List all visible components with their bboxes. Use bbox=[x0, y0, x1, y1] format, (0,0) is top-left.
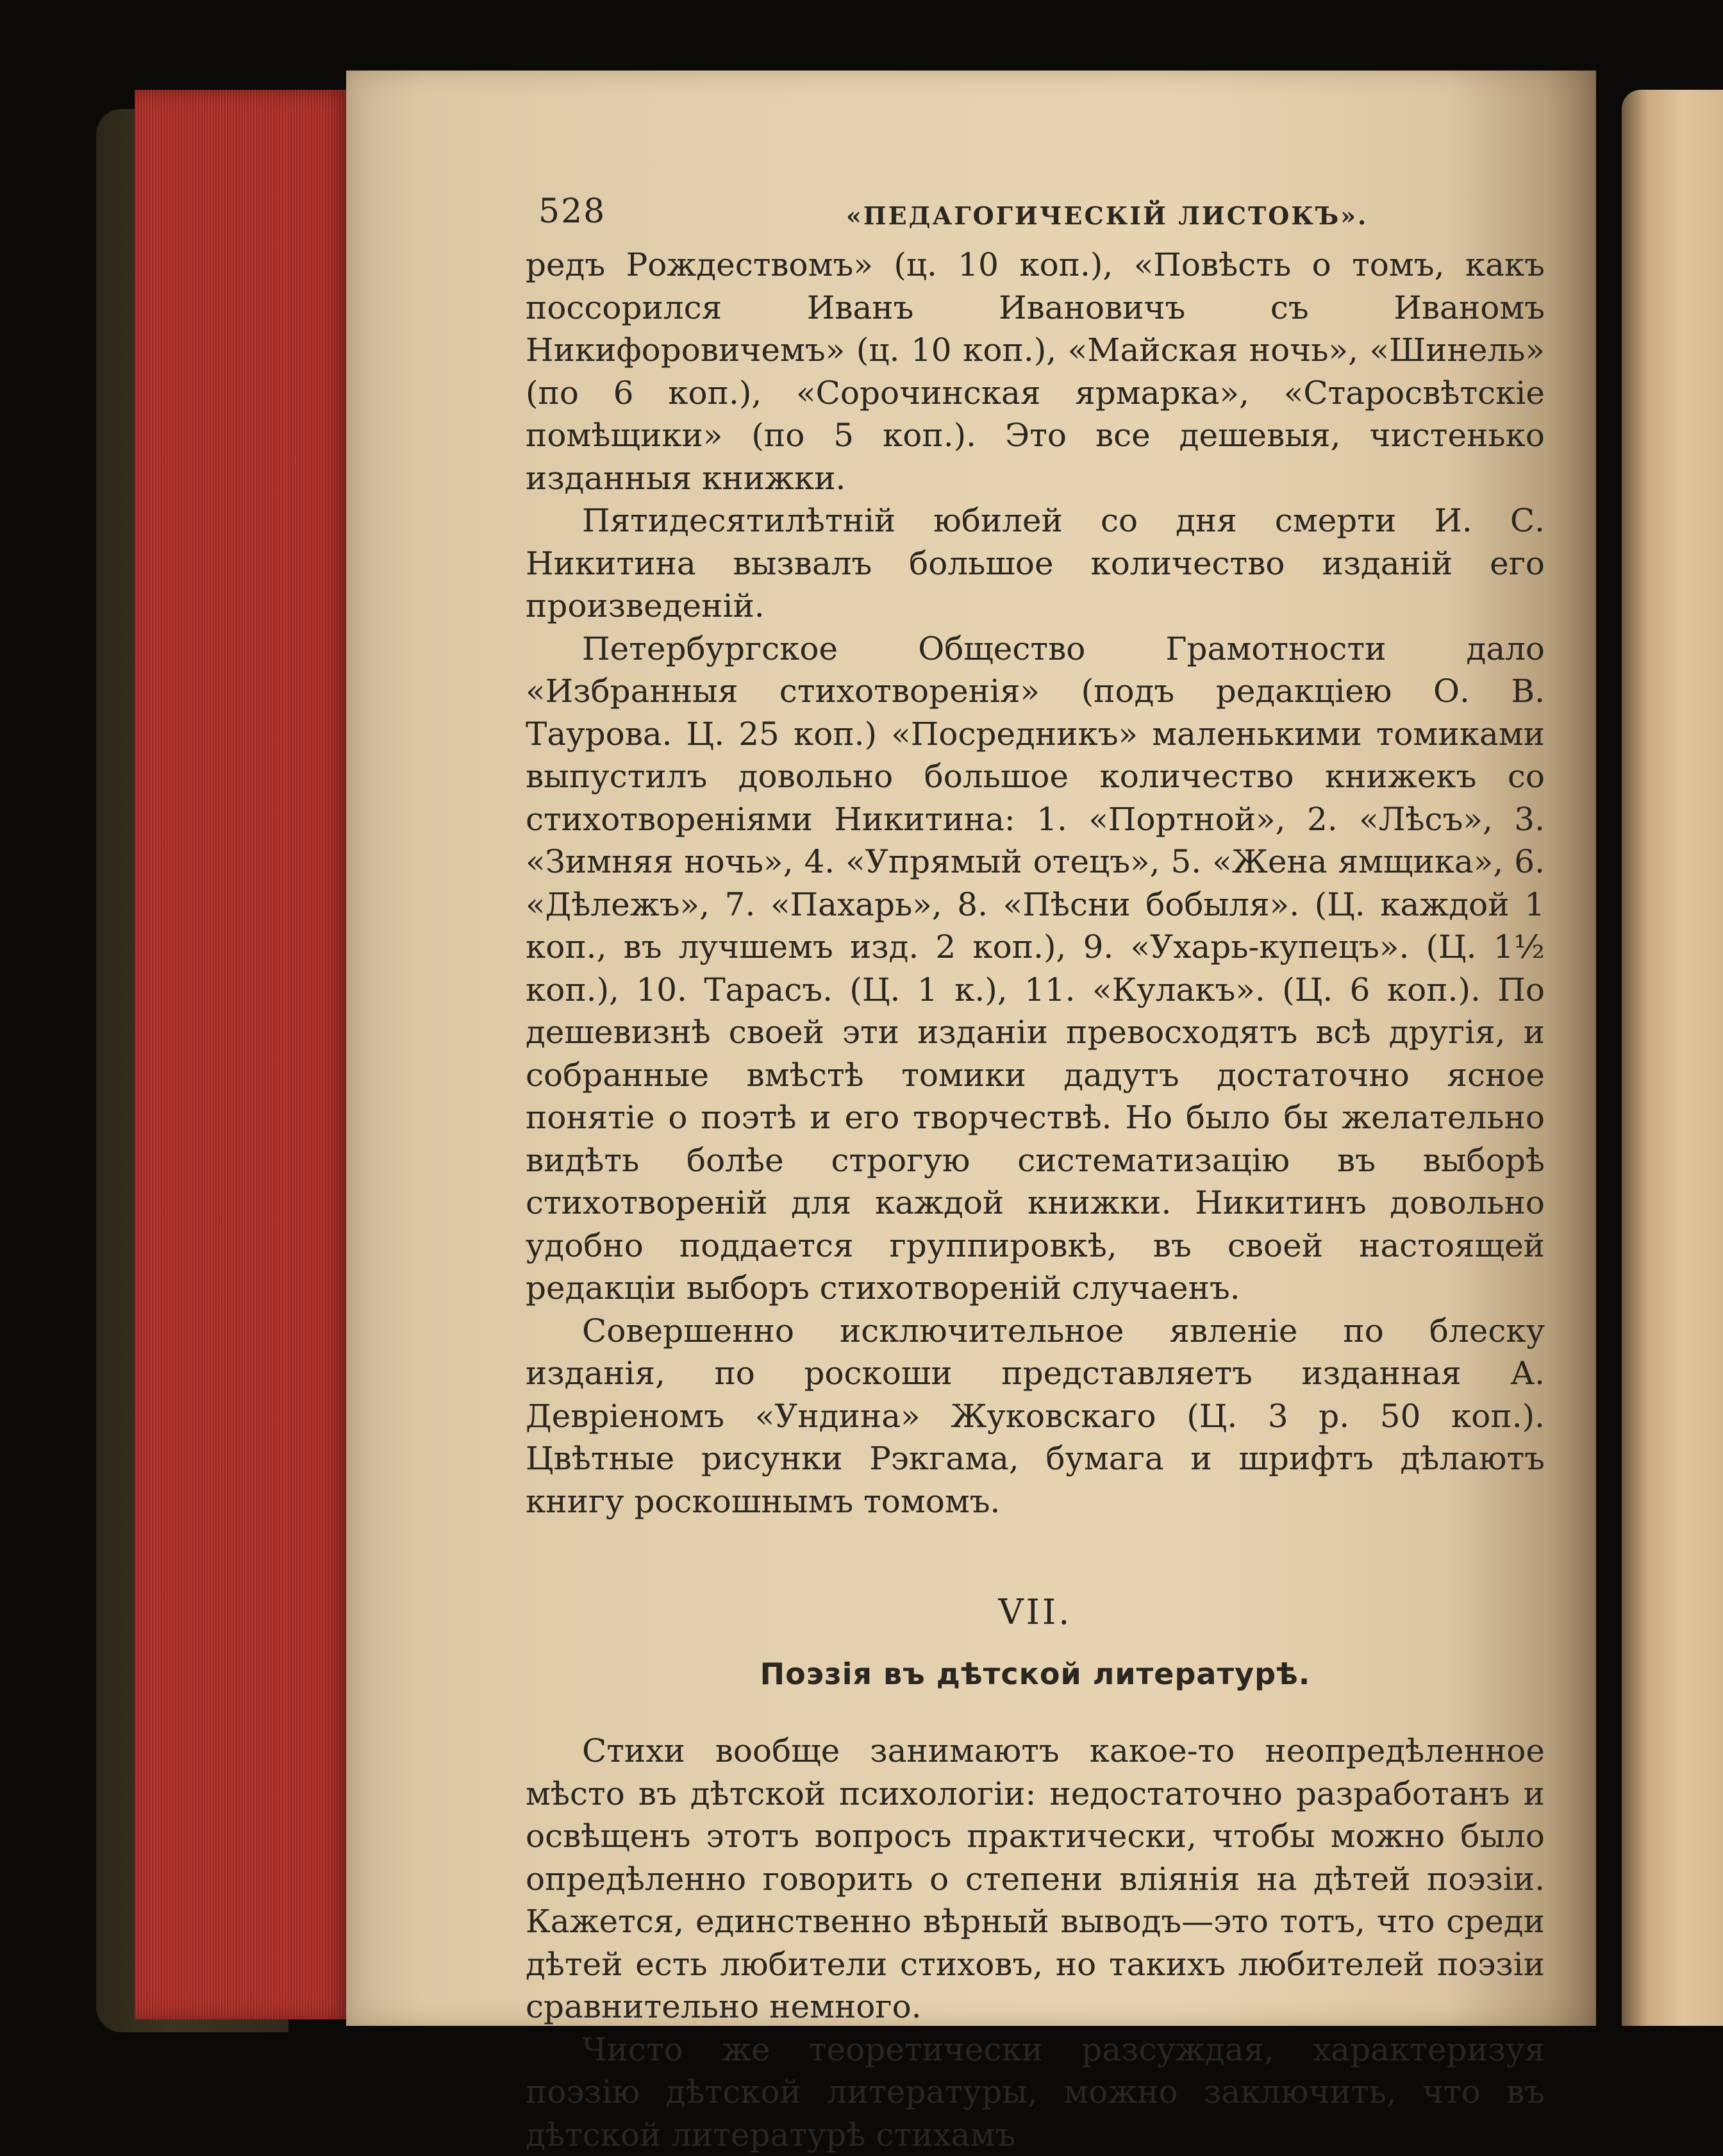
section-title: Поэзія въ дѣтской литературѣ. bbox=[526, 1657, 1545, 1691]
paragraph-nikitin-editions: Петербургское Общество Грамотности дало «Избранныя стихотворенія» (подъ редакціею О. В. Таурова. Ц. 25 коп.) «Посредникъ» маленькими томиками выпустилъ довольно большое количество книжекъ со стихотвореніями Никитина: 1. «Портной», 2. «Лѣсъ», 3. «Зимняя ночь», 4. «Упрямый отецъ», 5. «Жена ямщика», 6. «Дѣлежъ», 7. «Пахарь», 8. «Пѣсни бобыля». (Ц. каждой 1 коп., въ лучшемъ изд. 2 коп.), 9. «Ухарь-купецъ». (Ц. 1½ коп.), 10. Тарасъ. (Ц. 1 к.), 11. «Кулакъ». (Ц. 6 коп.). По дешевизнѣ своей эти изданіи превосходятъ всѣ другія, и собранные вмѣстѣ томики дадутъ достаточно ясное понятіе о поэтѣ и его творчествѣ. Но было бы желательно видѣть болѣе строгую систематизацію въ выборѣ стихотвореній для каждой книжки. Никитинъ довольно удобно поддается группировкѣ, въ своей настоящей редакціи выборъ стихотвореній случаенъ. bbox=[526, 628, 1545, 1310]
paragraph-poetry-theory: Чисто же теоретически разсуждая, характеризуя поэзію дѣтской литературы, можно заключить, что въ дѣтской литературѣ стихамъ bbox=[526, 2028, 1545, 2156]
paragraph-poetry-psychology: Стихи вообще занимаютъ какое-то неопредѣленное мѣсто въ дѣтской психологіи: недостаточно разработанъ и освѣщенъ этотъ вопросъ практически, чтобы можно было опредѣленно говорить о степени вліянія на дѣтей поэзіи. Кажется, единственно вѣрный выводъ—это тотъ, что среди дѣтей есть любители стиховъ, но такихъ любителей поэзіи сравнительно немного. bbox=[526, 1730, 1545, 2028]
facing-page-edge bbox=[1622, 90, 1723, 2026]
paragraph-nikitin-jubilee: Пятидесятилѣтній юбилей со дня смерти И. С. Никитина вызвалъ большое количество изданій его произведеній. bbox=[526, 499, 1545, 628]
section-numeral: VII. bbox=[526, 1592, 1545, 1632]
page-content bbox=[526, 186, 1545, 2156]
paragraph-undina: Совершенно исключительное явленіе по блеску изданія, по роскоши представляетъ изданная А. Девріеномъ «Ундина» Жуковскаго (Ц. 3 р. 50 коп.). Цвѣтные рисунки Рэкгама, бумага и шрифтъ дѣлаютъ книгу роскошнымъ томомъ. bbox=[526, 1310, 1545, 1523]
running-head: «ПЕДАГОГИЧЕСКІЙ ЛИСТОКЪ». bbox=[846, 201, 1368, 230]
page-edges bbox=[135, 90, 353, 2019]
page-number: 528 bbox=[538, 192, 606, 231]
paragraph-continued: редъ Рождествомъ» (ц. 10 коп.), «Повѣсть о томъ, какъ поссорился Иванъ Ивановичъ съ Иваномъ Никифоровичемъ» (ц. 10 коп.), «Майская ночь», «Шинель» (по 6 коп.), «Сорочинская ярмарка», «Старосвѣтскіе помѣщики» (по 5 коп.). Это все дешевыя, чистенько изданныя книжки. bbox=[526, 244, 1545, 499]
page-header bbox=[526, 186, 1545, 244]
